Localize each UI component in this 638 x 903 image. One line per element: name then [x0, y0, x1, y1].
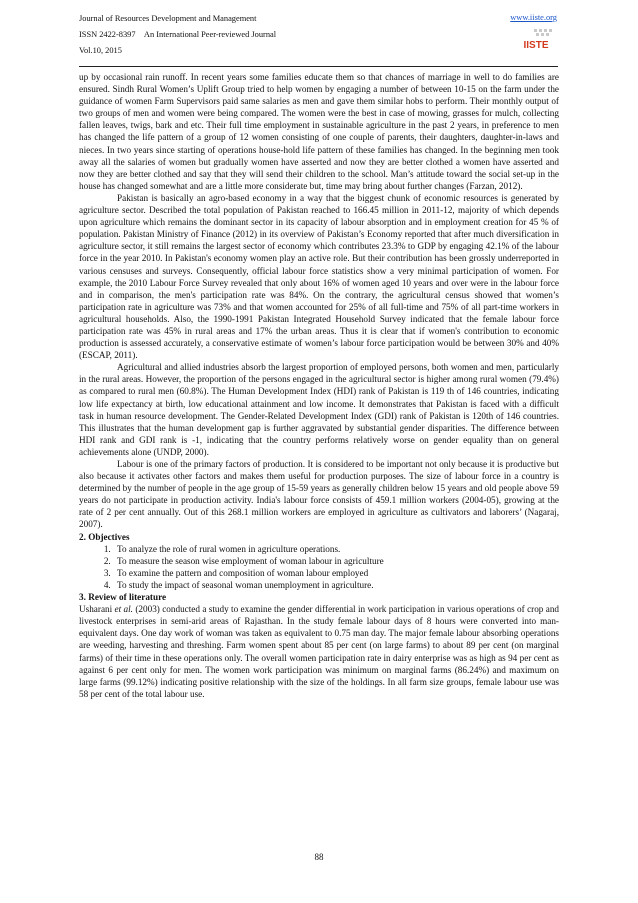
paragraph: Agricultural and allied industries absorb the largest proportion of employed persons, both women and men, particularly in the rural areas. However, the proportion of the persons engaged in the agricultural sector is higher among rural women (79.4%) as compared to rural men (60.8%). The Human Development Index (HDI) rank of Pakistan is 119 th of 146 countries, indicating low life expectancy at birth, low educational attainment and low income. It demonstrates that Pakistan is faced with a difficult task in human resource development. The Gender-Related Development Index (GDI) rank of Pakistan is 120th of 146 countries. This illustrates that the human development gap is further aggravated by substantial gender disparities. The difference between HDI rank and GDI rank is -1, indicating that the country performs relatively worse on gender equality than on general achievements alone (UNDP, 2000). — [79, 362, 559, 457]
objective-item: 4. To study the impact of seasonal woman unemployment in agriculture. — [113, 579, 559, 591]
review-author: Usharani — [79, 604, 113, 615]
paragraph: Labour is one of the primary factors of production. It is considered to be important not only because it is productive but also because it activates other factors and makes them useful for production purposes. The size of labour force in a country is determined by the number of people in the age group of 15-59 years as generally children below 15 years and old people above 59 years do not participate in production activity. India's labour force consists of 459.1 million workers (2004-05), growing at the rate of 2 per cent annually. Out of this 268.1 million workers are employed in agriculture as cultivators and laborers’ (Nagaraj, 2007). — [79, 459, 559, 530]
article-body — [79, 71, 559, 700]
review-paragraph — [79, 603, 559, 700]
section-heading-review: 3. Review of literature — [79, 592, 167, 603]
journal-url-link[interactable]: www.iiste.org — [510, 13, 557, 22]
objectives-list — [79, 543, 559, 591]
review-etal: et al. — [114, 604, 133, 615]
objective-item: 3. To examine the pattern and composition of woman labour employed — [113, 567, 559, 579]
volume: Vol.10, 2015 — [79, 46, 122, 55]
peer-review-note: An International Peer-reviewed Journal — [143, 30, 277, 39]
objective-item: 2. To measure the season wise employment of woman labour in agriculture — [113, 555, 559, 567]
paragraph: up by occasional rain runoff. In recent years some families educate them so that chances of marriage in well to do families are ensured. Sindh Rural Women’s Uplift Group tried to help women by engaging a number of between 10-15 on the farm under the guidance of women Farm Supervisors paid same salaries as men and gave them similar hobs to perform. Their monthly output of two groups of men and women were being compared. The women were the best in case of mowing, grasses for mulch, collecting fallen leaves, twigs, bark and etc. Their full time employment in sustainable agriculture in the past 2 years, in preference to men has changed the life pattern of a group of 12 women consisting of one couple of parents, their daughters, daughter-in-laws and nieces. In two years since starting of operations house-hold life pattern of these families has changed. In the beginning men took away all the salaries of women but gradually women have asserted and now they are better clothed a women have asserted and now they are better clothed and say that they will send their children to the school. Man’s attitude toward the social set-up in the house has changed somewhat and are a little more considerate but, time may bring about further changes (Farzan, 2012). — [79, 72, 559, 191]
section-heading-objectives: 2. Objectives — [79, 531, 130, 542]
iiste-logo — [514, 28, 558, 52]
issn: ISSN 2422-8397 — [79, 30, 136, 39]
review-text: (2003) conducted a study to examine the gender differential in work participation in various operations of crop and livestock enterprises in semi-arid areas of Rajasthan. In the study female labour days of 8 hours were converted into man-equivalent days. One day work of woman was taken as equivalent to 0.75 man day. The major female labour absorbing operations are weeding, harvesting and threshing. Farm women spent about 85 per cent (on large farms) to about 89 per cent (on marginal farms) of their time in these operations only. The overall women participation rate in dairy enterprise was as high as 94 per cent as against 6 per cent only for men. The women work participation was minimum on marginal farms (86.24%) and maximum on large farms (99.12%) indicating positive relationship with the size of the holdings. In all farm size groups, female labour use was 58 per cent of the total labour use. — [79, 604, 560, 699]
objective-item: 1. To analyze the role of rural women in agriculture operations. — [113, 543, 559, 555]
paragraph: Pakistan is basically an agro-based economy in a way that the biggest chunk of economic resources is generated by agriculture sector. Described the total population of Pakistan reached to 166.45 million in 2011-12, majority of which depends upon agriculture which remains the dominant sector in its capacity of labour absorption and in employment creation for 45 % of population. Pakistan Ministry of Finance (2012) in its overview of Pakistan’s Economy reported that after much diversification in agriculture sector, it still remains the largest sector of economy which contributes 23.3% to GDP by engaging 42.1% of the labour force in the year 2010. In Pakistan's economy women play an active role. But their contribution has been grossly underreported in various censuses and surveys. Consequently, official labour force statistics show a very minimal participation of women. For example, the 2010 Labour Force Survey revealed that only about 16% of women aged 10 years and over were in the labour force and in comparison, the men's participation rate was 84%. On the contrary, the agricultural census showed that women’s participation rate in agriculture was 73% and that women accounted for 25% of all full-time and 75% of all part-time workers in agricultural households. Also, the 1990-1991 Pakistan Integrated Household Survey indicated that the female labour force participation rate was 45% in rural areas and 17% the urban areas. Thus it is clear that if women's contribution to economic production is assessed accurately, a conservative estimate of women’s labour force participation would be between 30% and 40% (ESCAP, 2011). — [79, 192, 559, 361]
header-rule — [79, 66, 558, 67]
logo-text: IISTE — [523, 40, 549, 51]
page-number: 88 — [314, 852, 324, 862]
journal-title: Journal of Resources Development and Management — [79, 14, 257, 23]
issn-line — [79, 29, 276, 41]
